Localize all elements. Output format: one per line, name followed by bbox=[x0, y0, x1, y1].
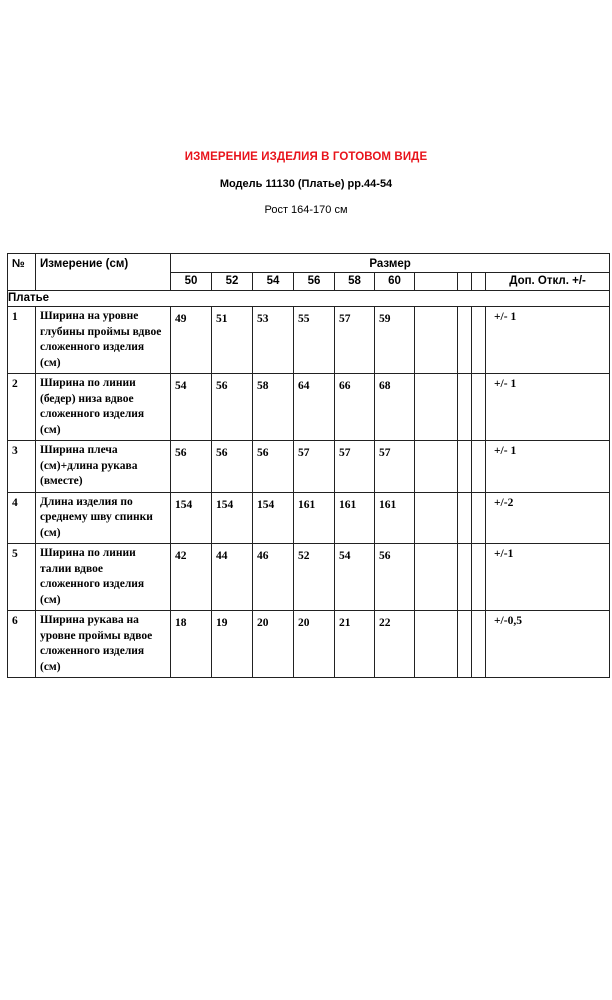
row-value: 56 bbox=[212, 441, 253, 493]
row-value: 57 bbox=[375, 441, 415, 493]
row-number: 5 bbox=[8, 544, 36, 611]
row-value: 55 bbox=[294, 307, 335, 374]
row-value: 54 bbox=[171, 374, 212, 441]
table-row bbox=[8, 307, 610, 374]
row-empty-cell bbox=[472, 441, 486, 493]
row-number: 2 bbox=[8, 374, 36, 441]
row-tolerance: +/-2 bbox=[486, 492, 610, 544]
row-empty-cell bbox=[472, 611, 486, 678]
row-value: 154 bbox=[171, 492, 212, 544]
row-value: 56 bbox=[375, 544, 415, 611]
row-value: 51 bbox=[212, 307, 253, 374]
row-value: 59 bbox=[375, 307, 415, 374]
row-tolerance: +/- 1 bbox=[486, 441, 610, 493]
row-value: 56 bbox=[212, 374, 253, 441]
row-empty-cell bbox=[472, 307, 486, 374]
row-value: 20 bbox=[294, 611, 335, 678]
size-header-empty bbox=[472, 273, 486, 291]
row-value: 46 bbox=[253, 544, 294, 611]
row-empty-cell bbox=[458, 307, 472, 374]
row-empty-cell bbox=[415, 611, 458, 678]
col-no-header: № bbox=[8, 254, 36, 291]
table-header-row bbox=[8, 254, 610, 273]
measurement-table bbox=[7, 253, 610, 678]
table-row bbox=[8, 374, 610, 441]
row-empty-cell bbox=[415, 544, 458, 611]
col-size-header: Размер bbox=[171, 254, 610, 273]
row-number: 4 bbox=[8, 492, 36, 544]
section-row bbox=[8, 291, 610, 307]
row-empty-cell bbox=[472, 544, 486, 611]
row-empty-cell bbox=[472, 374, 486, 441]
row-tolerance: +/- 1 bbox=[486, 374, 610, 441]
size-header-50: 50 bbox=[171, 273, 212, 291]
row-value: 19 bbox=[212, 611, 253, 678]
table-row bbox=[8, 441, 610, 493]
row-description: Ширина по линии (бедер) низа вдвое сложенного изделия (см) bbox=[36, 374, 171, 441]
row-value: 44 bbox=[212, 544, 253, 611]
model-subtitle: Модель 11130 (Платье) рр.44-54 bbox=[219, 178, 393, 190]
row-value: 161 bbox=[335, 492, 375, 544]
height-subtitle: Рост 164-170 см bbox=[264, 204, 348, 216]
row-value: 58 bbox=[253, 374, 294, 441]
table-row bbox=[8, 544, 610, 611]
col-measure-header: Измерение (см) bbox=[36, 254, 171, 291]
row-empty-cell bbox=[415, 307, 458, 374]
row-value: 154 bbox=[253, 492, 294, 544]
row-empty-cell bbox=[415, 374, 458, 441]
page-title: ИЗМЕРЕНИЕ ИЗДЕЛИЯ В ГОТОВОМ ВИДЕ bbox=[184, 151, 428, 163]
table-row bbox=[8, 611, 610, 678]
row-value: 49 bbox=[171, 307, 212, 374]
row-value: 20 bbox=[253, 611, 294, 678]
size-header-60: 60 bbox=[375, 273, 415, 291]
row-description: Ширина на уровне глубины проймы вдвое сложенного изделия (см) bbox=[36, 307, 171, 374]
row-value: 18 bbox=[171, 611, 212, 678]
row-value: 56 bbox=[253, 441, 294, 493]
col-tolerance-header: Доп. Откл. +/- bbox=[486, 273, 610, 291]
row-number: 3 bbox=[8, 441, 36, 493]
row-value: 68 bbox=[375, 374, 415, 441]
row-empty-cell bbox=[458, 441, 472, 493]
row-number: 6 bbox=[8, 611, 36, 678]
row-number: 1 bbox=[8, 307, 36, 374]
row-value: 161 bbox=[294, 492, 335, 544]
row-tolerance: +/-0,5 bbox=[486, 611, 610, 678]
row-value: 57 bbox=[335, 441, 375, 493]
section-label: Платье bbox=[8, 291, 610, 307]
row-value: 57 bbox=[335, 307, 375, 374]
row-value: 64 bbox=[294, 374, 335, 441]
row-value: 154 bbox=[212, 492, 253, 544]
row-value: 161 bbox=[375, 492, 415, 544]
row-value: 22 bbox=[375, 611, 415, 678]
row-value: 52 bbox=[294, 544, 335, 611]
row-empty-cell bbox=[458, 374, 472, 441]
size-header-58: 58 bbox=[335, 273, 375, 291]
row-value: 42 bbox=[171, 544, 212, 611]
row-value: 53 bbox=[253, 307, 294, 374]
row-tolerance: +/-1 bbox=[486, 544, 610, 611]
size-header-52: 52 bbox=[212, 273, 253, 291]
row-empty-cell bbox=[458, 611, 472, 678]
row-value: 54 bbox=[335, 544, 375, 611]
row-value: 56 bbox=[171, 441, 212, 493]
row-tolerance: +/- 1 bbox=[486, 307, 610, 374]
row-empty-cell bbox=[415, 441, 458, 493]
size-header-54: 54 bbox=[253, 273, 294, 291]
size-header-empty bbox=[458, 273, 472, 291]
size-header-empty bbox=[415, 273, 458, 291]
row-description: Ширина рукава на уровне проймы вдвое сложенного изделия (см) bbox=[36, 611, 171, 678]
row-description: Ширина плеча (см)+длина рукава (вместе) bbox=[36, 441, 171, 493]
row-description: Ширина по линии талии вдвое сложенного изделия (см) bbox=[36, 544, 171, 611]
row-value: 21 bbox=[335, 611, 375, 678]
row-empty-cell bbox=[458, 492, 472, 544]
row-value: 57 bbox=[294, 441, 335, 493]
size-header-56: 56 bbox=[294, 273, 335, 291]
table-row bbox=[8, 492, 610, 544]
row-value: 66 bbox=[335, 374, 375, 441]
row-empty-cell bbox=[472, 492, 486, 544]
row-empty-cell bbox=[458, 544, 472, 611]
row-description: Длина изделия по среднему шву спинки (см) bbox=[36, 492, 171, 544]
row-empty-cell bbox=[415, 492, 458, 544]
